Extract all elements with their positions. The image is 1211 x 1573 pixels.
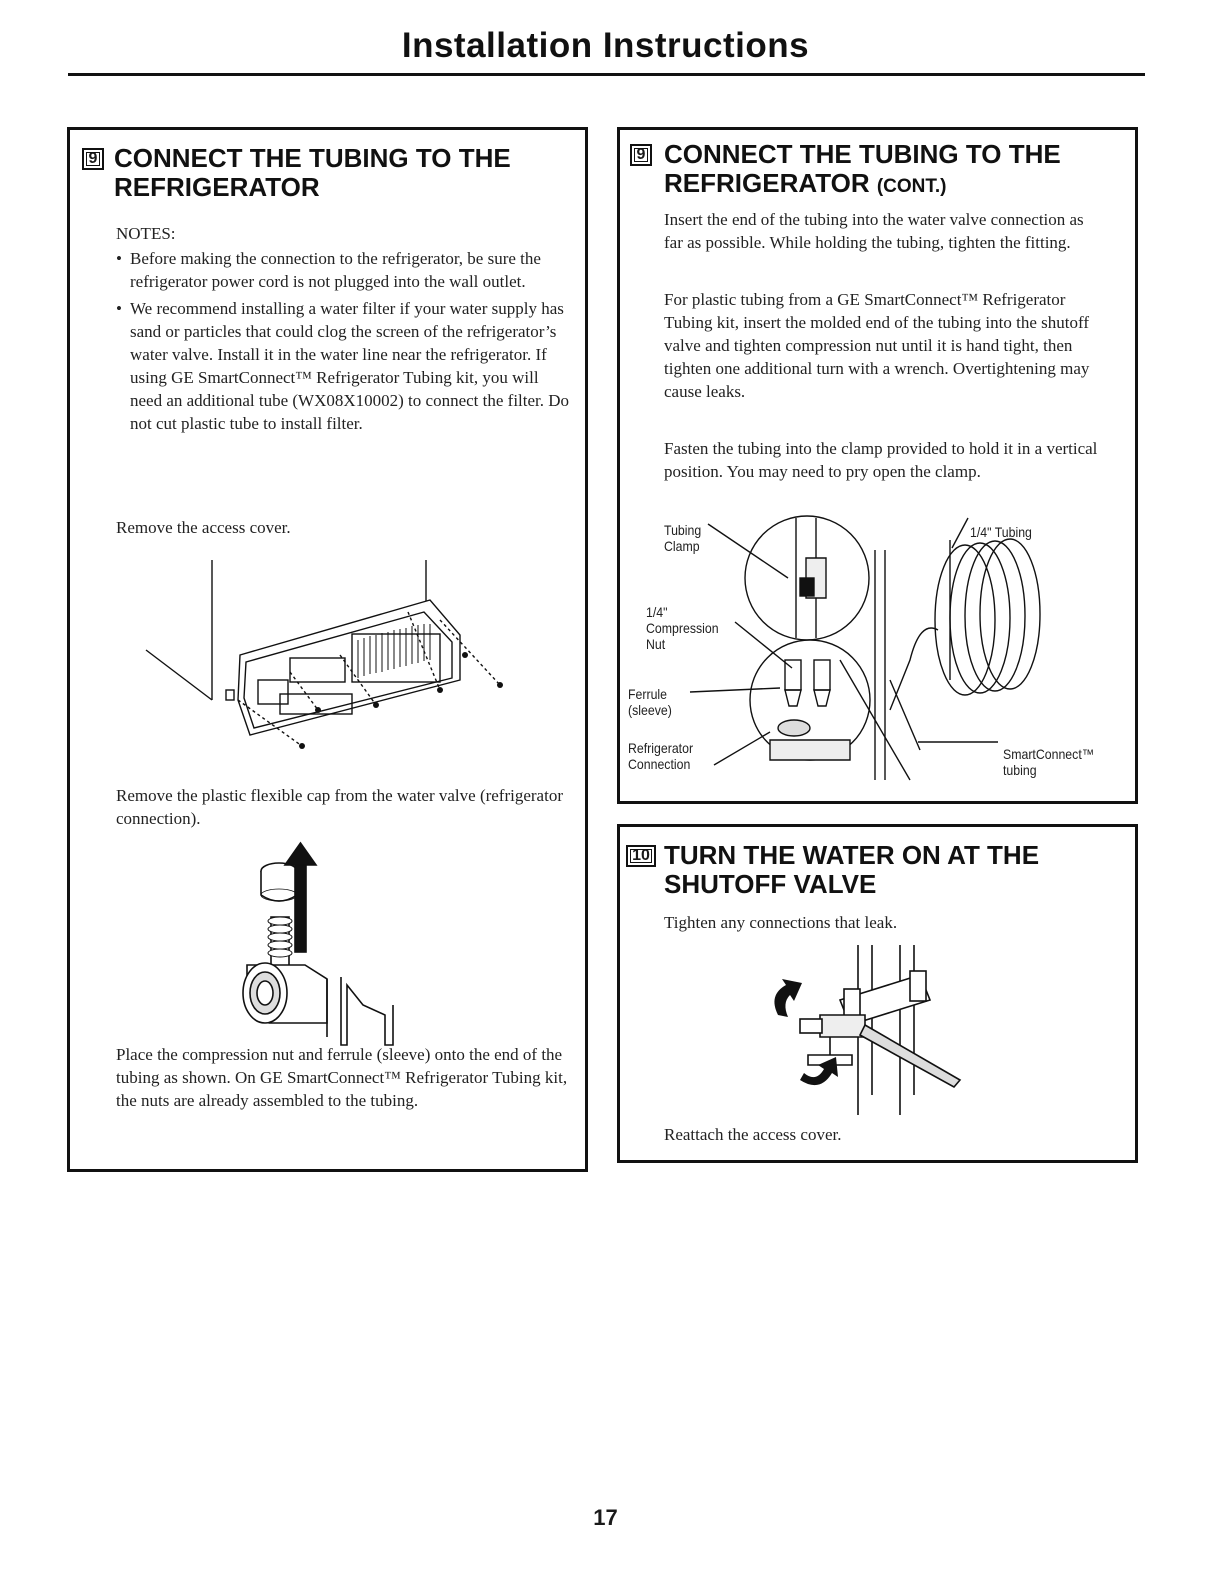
tubing-clamp-label: Tubing Clamp (664, 522, 702, 554)
step10-panel (617, 824, 1138, 1163)
notes-list (116, 247, 571, 439)
heading-line1: TURN THE WATER ON AT THE (664, 840, 1040, 870)
access-cover-illustration (140, 560, 520, 750)
heading-line2: REFRIGERATOR (114, 172, 320, 202)
heading-line1: CONNECT THE TUBING TO THE (114, 143, 511, 173)
step-badge: 9 (82, 148, 104, 170)
remove-cover-text: Remove the access cover. (116, 518, 291, 537)
step-heading (114, 144, 511, 202)
water-valve-cap-illustration (235, 855, 405, 1035)
step-heading (664, 140, 1061, 201)
refrigerator-connection-label: Refrigerator Connection (628, 740, 694, 772)
notes-label: NOTES: (116, 224, 176, 243)
insert-text: Insert the end of the tubing into the water valve connection as far as possible. While holding the tubing, tighten the fitting. (664, 210, 1084, 252)
heading-cont: (CONT.) (876, 176, 947, 197)
smartconnect-tubing-label: SmartConnect™ tubing (1003, 746, 1095, 778)
tighten-text: Tighten any connections that leak. (664, 913, 898, 932)
page-title: Installation Instructions (401, 26, 810, 65)
reattach-text: Reattach the access cover. (664, 1125, 842, 1144)
shutoff-valve-illustration (760, 945, 970, 1115)
heading-line2: REFRIGERATOR (664, 168, 870, 198)
title-rule (68, 73, 1145, 76)
quarter-tubing-label: 1/4" Tubing (970, 524, 1032, 540)
compression-nut-label: 1/4" Compression Nut (646, 604, 719, 652)
step-badge: 10 (626, 845, 656, 867)
step-badge: 9 (630, 144, 652, 166)
place-nut-text: Place the compression nut and ferrule (sleeve) onto the end of the tubing as shown. On GE SmartConnect™ Refrigerator Tubing kit, the nuts are already assembled to the tubing. (116, 1045, 568, 1110)
note-item: • Before making the connection to the refrigerator, be sure the refrigerator power cord is not plugged into the wall outlet. (116, 247, 571, 293)
step-heading (664, 841, 1039, 899)
step9-right-panel (617, 127, 1138, 804)
heading-line2: SHUTOFF VALVE (664, 869, 877, 899)
ferrule-label: Ferrule (sleeve) (628, 686, 672, 718)
heading-line1: CONNECT THE TUBING TO THE (664, 139, 1061, 169)
remove-cap-text: Remove the plastic flexible cap from the water valve (refrigerator connection). (116, 786, 563, 828)
plastic-tubing-text: For plastic tubing from a GE SmartConnect™ Refrigerator Tubing kit, insert the molded end of the tubing into the shutoff valve and tighten compression nut until it is hand tight, then tighten one additional turn with a wrench. Overtightening may cause leaks. (664, 290, 1090, 401)
page-number: 17 (593, 1505, 618, 1530)
fasten-text: Fasten the tubing into the clamp provided to hold it in a vertical position. You may need to pry open the clamp. (664, 439, 1098, 481)
note-item: • We recommend installing a water filter if your water supply has sand or particles that could clog the screen of the refrigerator’s water valve. Install it in the water line near the refrigerator. If using GE SmartConnect™ Refrigerator Tubing kit, you will need an additional tube (WX08X10002) to connect the filter. Do not cut plastic tube to install filter. (116, 297, 571, 435)
step9-left-panel (67, 127, 588, 1172)
